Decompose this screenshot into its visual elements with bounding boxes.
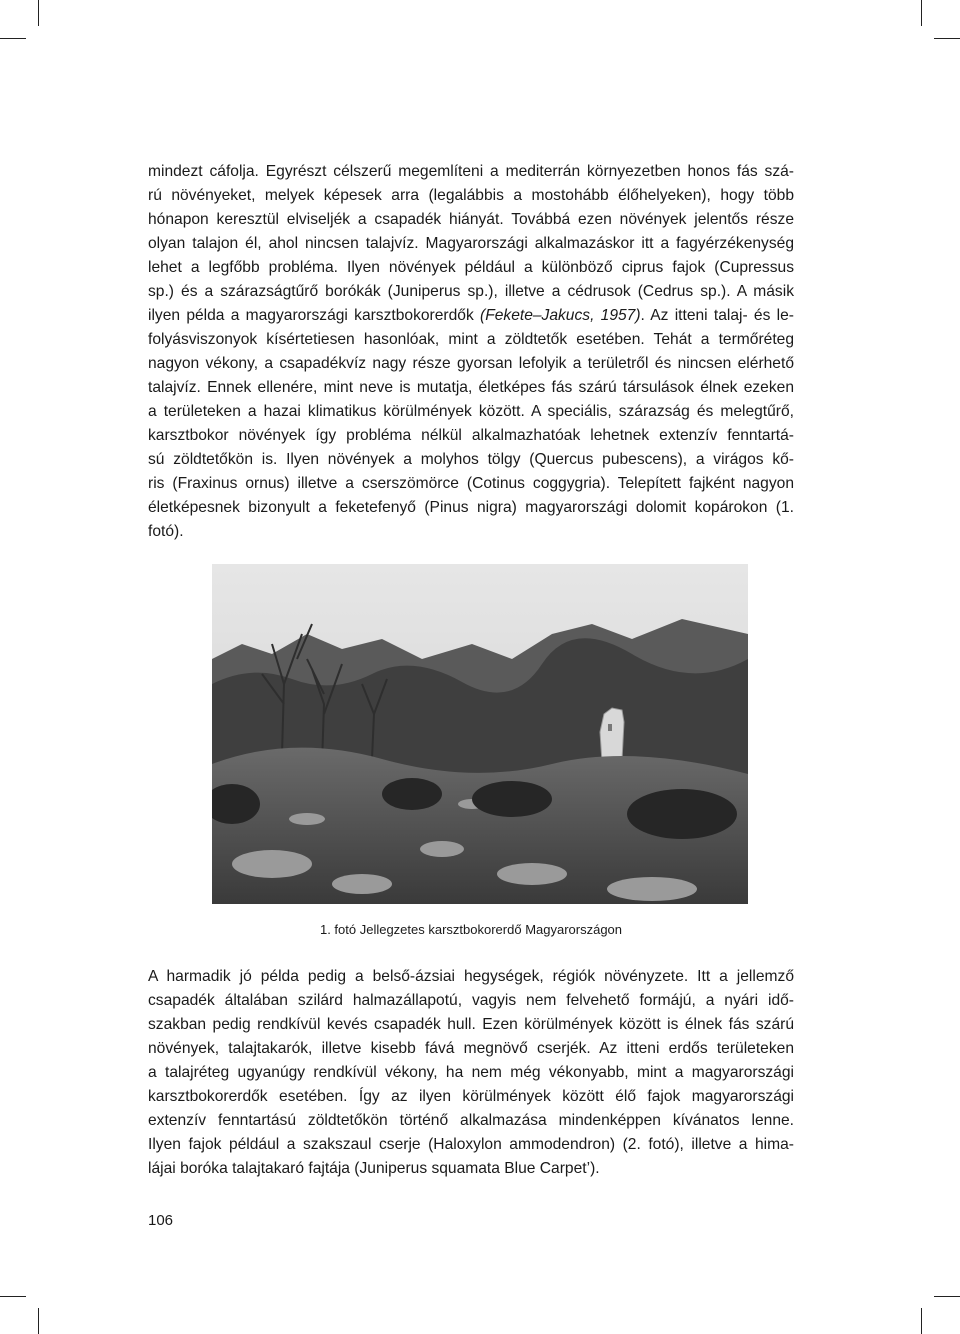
crop-mark-bottom-right-v — [921, 1308, 922, 1334]
text-segment: ilyen példa a magyarországi karsztbokorerdők — [148, 307, 474, 324]
text-segment: . Az itteni talaj- és le- — [640, 307, 794, 324]
text-line: olyan talajon él, ahol nincsen talajvíz. Magyarországi alkalmazáskor itt a fagyérzékenység — [148, 235, 794, 252]
crop-mark-bottom-right-h — [934, 1296, 960, 1297]
text-line: mindezt cáfolja. Egyrészt célszerű megemlíteni a mediterrán környezetben honos fás szá- — [148, 163, 794, 180]
text-line: lehet a legfőbb probléma. Ilyen növények például a különböző ciprus fajok (Cupressus — [148, 259, 794, 276]
text-line: növények, talajtakarók, illetve kisebb fává megnövő cserjék. Az itteni erdős területeken — [148, 1040, 794, 1057]
text-line: csapadék általában szilárd halmazállapotú, vagyis nem felvehető formájú, a nyári idő- — [148, 992, 794, 1009]
crop-mark-top-left-v — [38, 0, 39, 26]
citation: (Fekete–Jakucs, 1957) — [480, 307, 641, 324]
text-line: Ilyen fajok például a szakszaul cserje (Haloxylon ammodendron) (2. fotó), illetve a hima- — [148, 1136, 794, 1153]
text-line: talajvíz. Ennek ellenére, mint neve is mutatja, életképes fás szárú társulások élnek ezeken — [148, 379, 794, 396]
text-line: folyásviszonyok kísértetiesen hasonlóak, mint a zöldtetők esetében. Tehát a termőréteg — [148, 331, 794, 348]
text-line-with-citation — [148, 304, 794, 328]
text-line: ris (Fraxinus ornus) illetve a cserszömörce (Cotinus coggygria). Telepített fajként nagyon — [148, 475, 794, 492]
text-line: a területeken a hazai klimatikus körülmények között. A speciális, szárazság és melegtűrő, — [148, 403, 794, 420]
text-line: szakban pedig rendkívül kevés csapadék hull. Ezen körülmények között is élnek fás szárú — [148, 1016, 794, 1033]
text-line: karsztbokorerdők esetében. Így az ilyen körülmények között élő fajok magyarországi — [148, 1088, 794, 1105]
page-number: 106 — [148, 1212, 174, 1229]
crop-mark-top-right-v — [921, 0, 922, 26]
text-line: extenzív fenntartású zöldtetőkön történő alkalmazása mindenképpen kívánatos lenne. — [148, 1112, 794, 1129]
text-line: karsztbokor növények így probléma nélkül alkalmazhatóak lehetnek extenzív fenntartá- — [148, 427, 794, 444]
text-line: lájai boróka talajtakaró fajtája (Juniperus squamata Blue Carpet’). — [148, 1160, 600, 1177]
text-line: sú zöldtetőkön is. Ilyen növények a molyhos tölgy (Quercus pubescens), a virágos kő- — [148, 451, 794, 468]
text-line: fotó). — [148, 523, 184, 540]
text-line: sp.) és a szárazságtűrő borókák (Juniperus sp.), illetve a cédrusok (Cedrus sp.). A másik — [148, 283, 794, 300]
crop-mark-top-right-h — [934, 38, 960, 39]
text-line: hónapon keresztül elviseljék a csapadék hiányát. Továbbá ezen növények jelentős része — [148, 211, 794, 228]
crop-mark-bottom-left-v — [38, 1308, 39, 1334]
crop-mark-bottom-left-h — [0, 1296, 26, 1297]
text-line: A harmadik jó példa pedig a belső-ázsiai hegységek, régiók növényzete. Itt a jellemző — [148, 968, 794, 985]
text-line: nagyon vékony, a csapadékvíz nagy része gyorsan lefolyik a területről és nincsen elérhető — [148, 355, 794, 372]
crop-mark-top-left-h — [0, 38, 26, 39]
text-line: rú növényeket, melyek képesek arra (legalábbis a mostohább élőhelyeken), hogy több — [148, 187, 794, 204]
photo-caption: 1. fotó Jellegzetes karsztbokorerdő Magyarországon — [319, 922, 623, 937]
text-line: a talajréteg ugyanúgy rendkívül vékony, ha nem még vékonyabb, mint a magyarországi — [148, 1064, 794, 1081]
text-line: életképesnek bizonyult a feketefenyő (Pinus nigra) magyarországi dolomit kopárokon (1. — [148, 499, 794, 516]
photo-karst-forest — [212, 564, 748, 904]
